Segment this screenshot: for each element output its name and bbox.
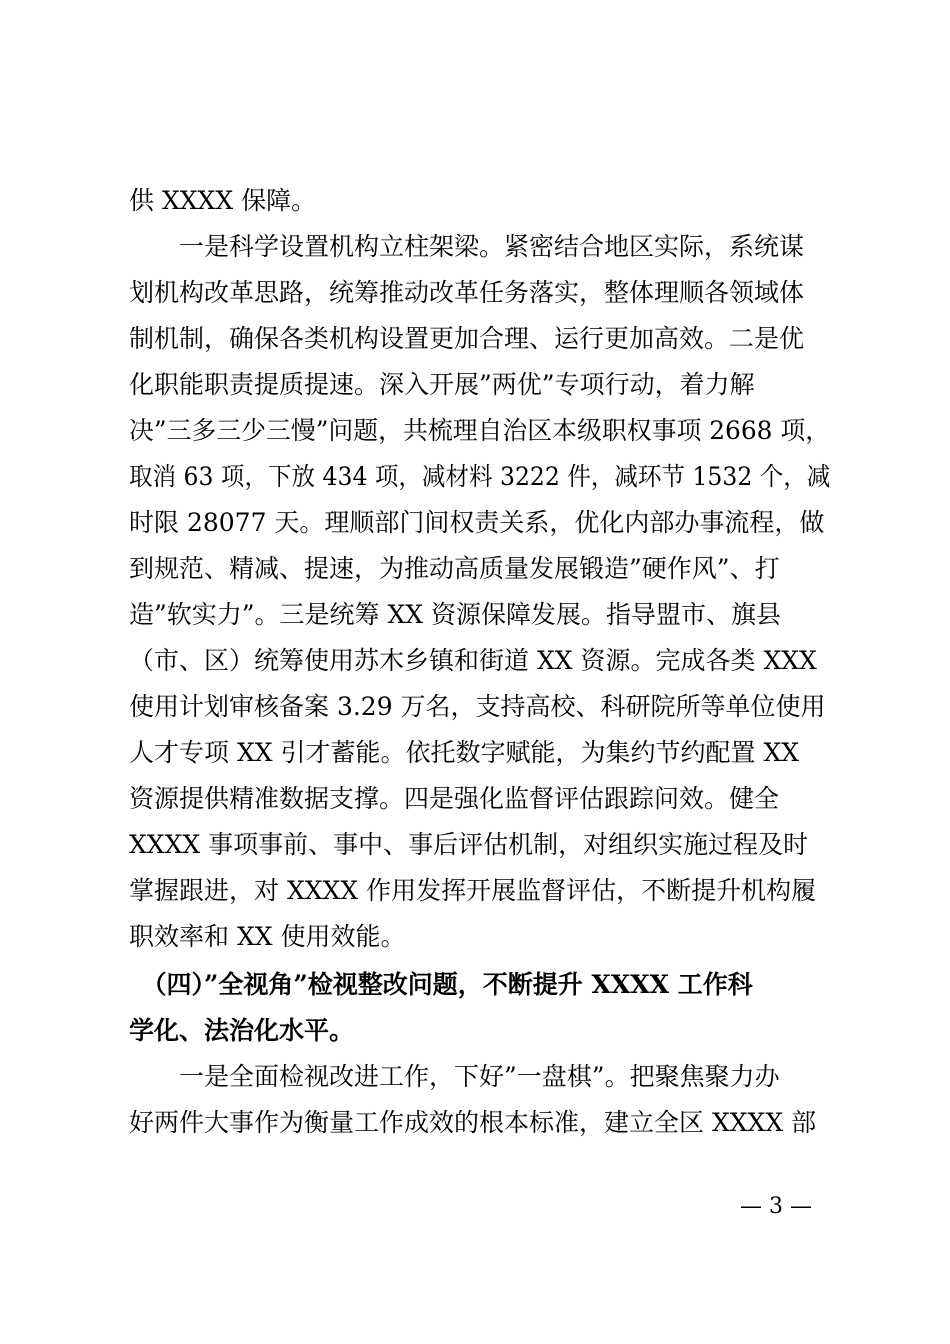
text-line: 掌握跟进，对 XXXX 作用发挥开展监督评估，不断提升机构履 <box>129 876 817 905</box>
page-number: — 3 — <box>740 1194 812 1219</box>
text-line: 制机制，确保各类机构设置更加合理、运行更加高效。二是优 <box>129 324 805 353</box>
section-heading-line: 学化、法治化水平。 <box>129 1016 355 1045</box>
section-heading-line: （四）”全视角”检视整改问题，不断提升 XXXX 工作科 <box>129 970 753 999</box>
text-line: 造”软实力”。三是统筹 XX 资源保障发展。指导盟市、旗县 <box>129 600 782 629</box>
text-line: 好两件大事作为衡量工作成效的根本标准，建立全区 XXXX 部 <box>129 1108 817 1137</box>
text-line: 划机构改革思路，统筹推动改革任务落实，整体理顺各领域体 <box>129 278 805 307</box>
text-line: 一是科学设置机构立柱架梁。紧密结合地区实际，系统谋 <box>129 232 805 261</box>
text-line: 取消 63 项，下放 434 项，减材料 3222 件，减环节 1532 个，减 <box>129 462 831 491</box>
text-line: 化职能职责提质提速。深入开展”两优”专项行动，着力解 <box>129 370 755 399</box>
text-line: 决”三多三少三慢”问题，共梳理自治区本级职权事项 2668 项， <box>129 416 831 445</box>
text-line: 时限 28077 天。理顺部门间权责关系，优化内部办事流程，做 <box>129 508 825 537</box>
text-line: 到规范、精减、提速，为推动高质量发展锻造”硬作风”、打 <box>129 554 780 583</box>
text-line: 资源提供精准数据支撑。四是强化监督评估跟踪问效。健全 <box>129 784 780 813</box>
text-line: 使用计划审核备案 3.29 万名，支持高校、科研院所等单位使用 <box>129 692 826 721</box>
text-line: （市、区）统筹使用苏木乡镇和街道 XX 资源。完成各类 XXX <box>129 646 817 675</box>
text-line: 职效率和 XX 使用效能。 <box>129 922 406 951</box>
text-line: 人才专项 XX 引才蓄能。依托数字赋能，为集约节约配置 XX <box>129 738 800 767</box>
text-line: 一是全面检视改进工作，下好”一盘棋”。把聚焦聚力办 <box>129 1062 780 1091</box>
text-line: 供 XXXX 保障。 <box>129 186 317 215</box>
text-line: XXXX 事项事前、事中、事后评估机制，对组织实施过程及时 <box>129 830 809 859</box>
